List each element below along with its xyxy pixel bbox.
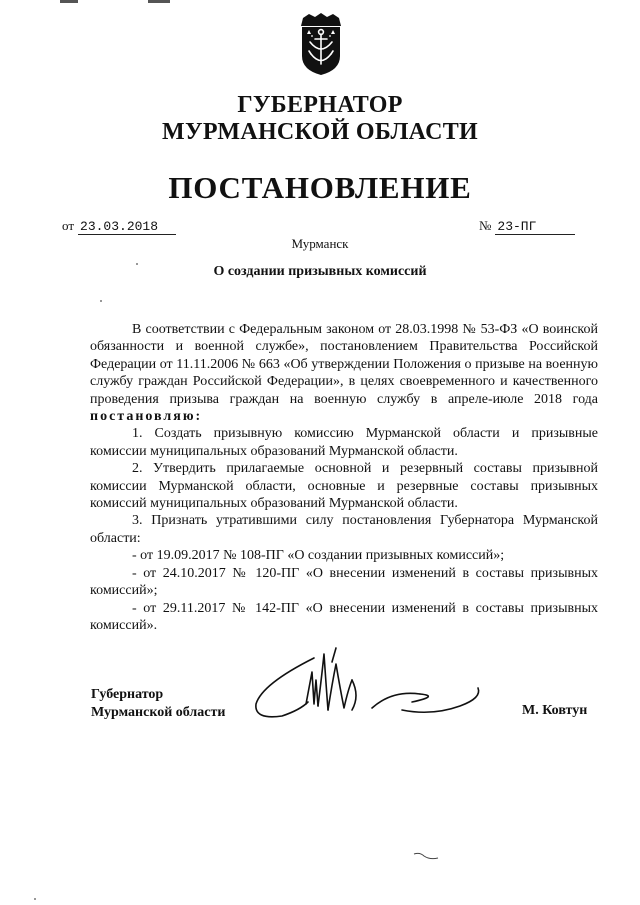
document-body <box>90 321 598 634</box>
issuer-line-1: ГУБЕРНАТОР <box>237 92 403 118</box>
repealed-item-1: - от 19.09.2017 № 108-ПГ «О создании призывных комиссий»; <box>132 548 505 564</box>
margin-mark <box>412 850 442 862</box>
clause-3: 3. Признать утратившими силу постановления Губернатора Мурманской области: <box>90 513 598 546</box>
scan-speck <box>34 898 36 900</box>
clause-2: 2. Утвердить прилагаемые основной и резервный составы призывной комиссии Мурманской области, основные и резервные составы призывных комиссий муниципальных образований Мурманской области. <box>90 461 598 512</box>
document-date <box>62 218 176 235</box>
scan-speck <box>100 300 102 302</box>
repealed-item-3: - от 29.11.2017 № 142-ПГ «О внесении изменений в составы призывных комиссий». <box>90 600 598 633</box>
coat-of-arms-icon <box>299 12 343 76</box>
issuer-line-2: МУРМАНСКОЙ ОБЛАСТИ <box>162 119 478 145</box>
signatory-position <box>91 686 225 722</box>
date-label: от <box>62 218 75 233</box>
document-type-title: ПОСТАНОВЛЕНИЕ <box>168 170 472 205</box>
number-label: № <box>479 218 492 233</box>
date-value: 23.03.2018 <box>78 219 176 235</box>
document-title: О создании призывных комиссий <box>213 264 427 279</box>
document-number <box>479 218 575 235</box>
issue-city: Мурманск <box>291 236 349 251</box>
signatory-position-line-1: Губернатор <box>91 687 164 702</box>
handwritten-signature <box>252 644 484 740</box>
signatory-name: М. Ковтун <box>522 703 588 718</box>
decree-word: постановляю: <box>90 409 203 425</box>
number-value: 23-ПГ <box>495 219 575 235</box>
signatory-position-line-2: Мурманской области <box>91 705 226 720</box>
preamble-paragraph <box>90 321 598 425</box>
scan-artifact-marks <box>60 0 180 4</box>
repealed-item-2: - от 24.10.2017 № 120-ПГ «О внесении изменений в составы призывных комиссий»; <box>90 565 598 599</box>
scan-speck <box>136 263 138 265</box>
preamble-text: В соответствии с Федеральным законом от 28.03.1998 № 53-ФЗ «О воинской обязанности и военной службе», постановлением Правительства Российской Федерации от 11.11.2006 № 663 «Об утверждении Положения о призыве на военную службу граждан Российской Федерации», в целях своевременного и качественного проведения призыва граждан на военную службу в апреле-июле 2018 года <box>90 322 598 407</box>
clause-1: 1. Создать призывную комиссию Мурманской области и призывные комиссии муниципальных образований Мурманской области. <box>90 426 598 459</box>
